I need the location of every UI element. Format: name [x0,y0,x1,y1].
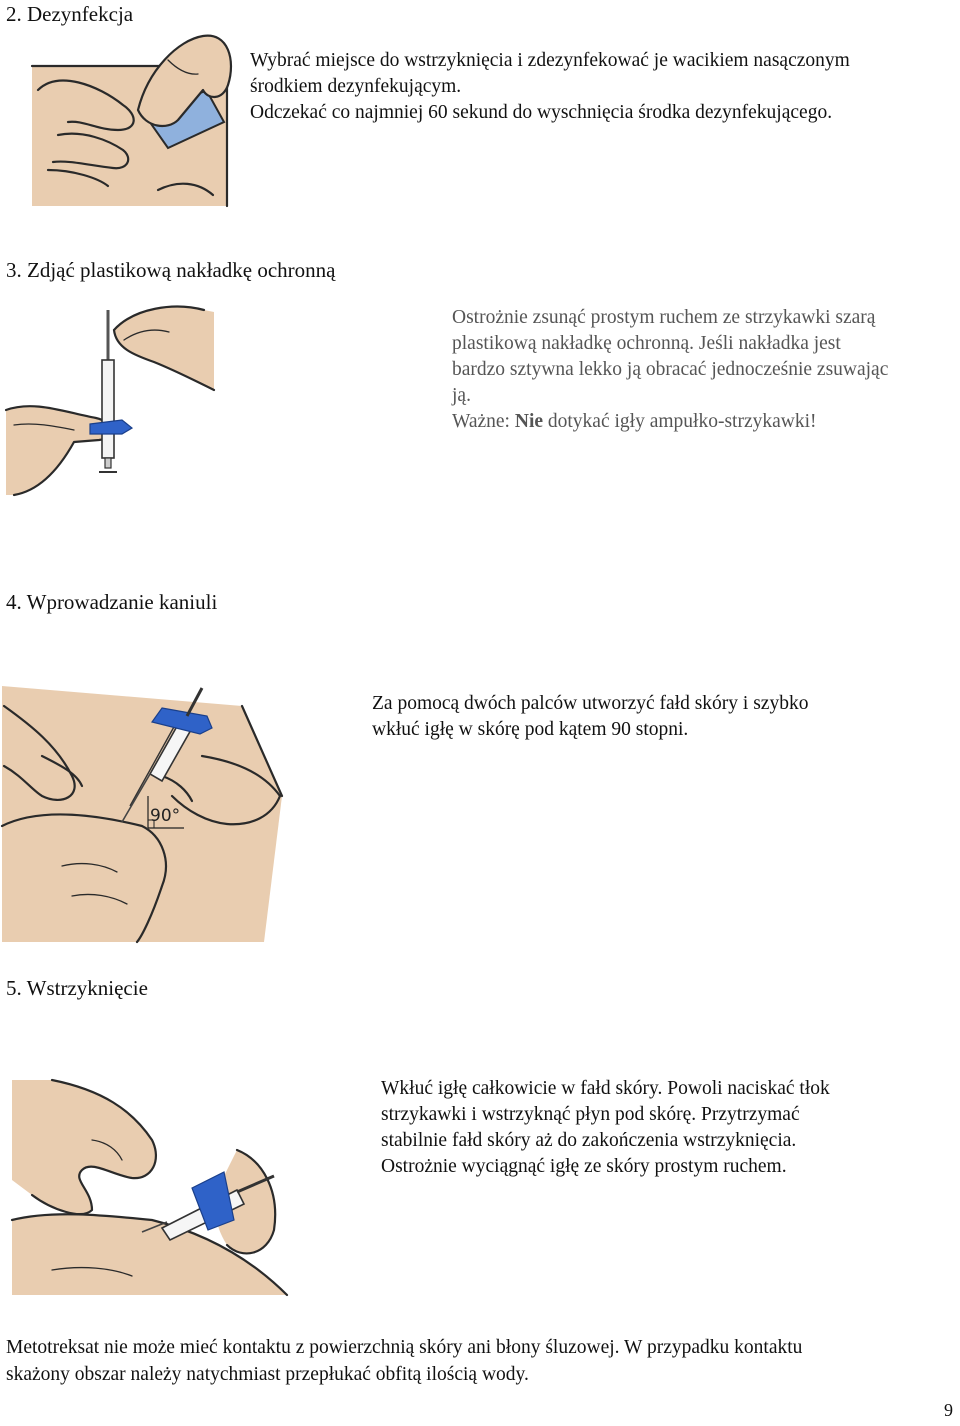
step-3-line-4: ją. [452,385,471,406]
step-5-line-2: strzykawki i wstrzyknąć płyn pod skórę. Przytrzymać [381,1104,800,1125]
cap-removal-illustration [4,300,216,500]
footer-line-1: Metotreksat nie może mieć kontaktu z powierzchnią skóry ani błony śluzowej. W przypadku kontaktu [6,1337,803,1358]
footer-note [6,1334,956,1388]
step-5-line-1: Wkłuć igłę całkowicie w fałd skóry. Powoli naciskać tłok [381,1078,830,1099]
warning-rest: dotykać igły ampułko-strzykawki! [543,411,817,432]
cap-removal-drawing [4,300,216,500]
step-3-heading: 3. Zdjąć plastikową nakładkę ochronną [6,258,336,282]
step-4-heading: 4. Wprowadzanie kaniuli [6,590,218,614]
step-2-line-1: Wybrać miejsce do wstrzyknięcia i zdezynfekować je wacikiem nasączonym [250,50,850,71]
angle-label: 90° [150,806,181,826]
step-5-line-4: Ostrożnie wyciągnąć igłę ze skóry prostym ruchem. [381,1156,787,1177]
step-4-text [372,691,932,743]
warning-bold: Nie [514,411,544,432]
step-5-line-3: stabilnie fałd skóry aż do zakończenia wstrzyknięcia. [381,1130,797,1151]
disinfection-illustration [28,30,238,210]
footer-line-2: skażony obszar należy natychmiast przepłukać obfitą ilością wody. [6,1364,529,1385]
step-2-text [250,48,950,126]
step-3-text [452,305,952,435]
step-3-line-2: plastikową nakładkę ochronną. Jeśli nakładka jest [452,333,841,354]
injection-illustration [12,1080,292,1295]
injection-drawing [12,1080,292,1295]
step-3-line-3: bardzo sztywna lekko ją obracać jednocześnie zsuwając [452,359,889,380]
step-3-warning [452,409,952,435]
step-3-line-1: Ostrożnie zsunąć prostym ruchem ze strzykawki szarą [452,307,876,328]
step-2-heading: 2. Dezynfekcja [6,2,134,26]
step-5-heading: 5. Wstrzyknięcie [6,976,148,1000]
page-number: 9 [944,1400,953,1420]
step-2-line-3: Odczekać co najmniej 60 sekund do wyschnięcia środka dezynfekującego. [250,102,833,123]
insertion-drawing [2,686,284,942]
step-4-line-2: wkłuć igłę w skórę pod kątem 90 stopni. [372,719,689,740]
warning-prefix: Ważne: [452,411,515,432]
step-2-line-2: środkiem dezynfekującym. [250,76,462,97]
disinfection-drawing [28,30,238,210]
insertion-illustration [2,686,284,942]
step-5-text [381,1076,941,1180]
step-4-line-1: Za pomocą dwóch palców utworzyć fałd skóry i szybko [372,693,809,714]
